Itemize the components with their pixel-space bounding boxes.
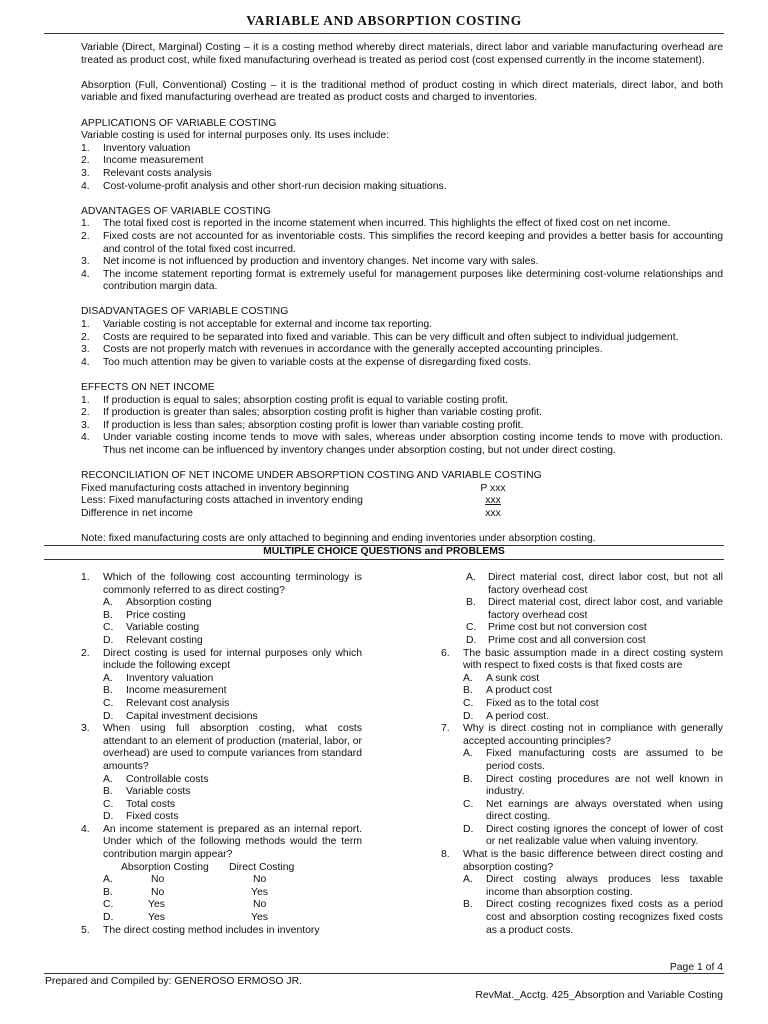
mcq-right-column <box>441 572 723 937</box>
list-item <box>81 155 723 168</box>
answer-option <box>441 673 723 686</box>
question <box>81 648 362 673</box>
page-number: Page 1 of 4 <box>669 962 723 973</box>
answer-option <box>441 572 723 597</box>
reconciliation-label: Fixed manufacturing costs attached in inventory beginning <box>81 482 350 494</box>
option-text: Controllable costs <box>126 773 209 785</box>
item-number: 1. <box>81 142 90 154</box>
option-text: Variable costs <box>126 786 191 798</box>
item-text: Costs are not properly match with revenues in accordance with the generally accepted accounting principles. <box>103 344 603 356</box>
question-number: 1. <box>81 572 90 583</box>
list-item <box>81 218 723 231</box>
option-letter: A. <box>103 672 113 684</box>
answer-option <box>441 748 723 773</box>
option-letter: B. <box>466 597 476 609</box>
table-cell: Yes <box>251 886 268 898</box>
table-row <box>81 899 362 912</box>
question-number: 8. <box>441 849 450 861</box>
list-item <box>81 168 723 181</box>
option-text: Direct material cost, direct labor cost, and variable factory overhead cost <box>488 597 723 621</box>
answer-option <box>81 685 362 698</box>
reconciliation-value: xxx <box>485 507 501 519</box>
item-text: If production is greater than sales; absorption costing profit is higher than variable costing profit. <box>103 407 542 419</box>
option-text: Capital investment decisions <box>126 710 258 722</box>
applications-list <box>81 143 723 193</box>
option-text: Absorption costing <box>126 597 212 609</box>
answer-option <box>81 811 362 824</box>
list-item <box>81 143 723 156</box>
prepared-by: Prepared and Compiled by: GENEROSO ERMOSO JR. <box>45 976 302 987</box>
item-number: 4. <box>81 432 90 444</box>
option-letter: B. <box>103 685 113 697</box>
option-text: Direct costing recognizes fixed costs as a period cost and absorption costing recognizes fixed costs as a product costs. <box>486 899 723 936</box>
list-item <box>81 256 723 269</box>
option-letter: B. <box>463 685 473 697</box>
table-row <box>81 874 362 887</box>
item-number: 2. <box>81 230 90 242</box>
question <box>81 723 362 773</box>
item-number: 4. <box>81 180 90 192</box>
reconciliation-row <box>81 508 723 521</box>
reconciliation-row <box>81 495 723 508</box>
option-text: Direct costing ignores the concept of lower of cost or net realizable value when valuing inventory. <box>486 823 723 848</box>
advantages-heading: ADVANTAGES OF VARIABLE COSTING <box>81 205 271 217</box>
list-item <box>81 407 723 420</box>
item-text: If production is equal to sales; absorption costing profit is equal to variable costing profit. <box>103 394 508 406</box>
applications-heading: APPLICATIONS OF VARIABLE COSTING <box>81 117 277 129</box>
effects-list <box>81 395 723 458</box>
question-text: Direct costing is used for internal purposes only which include the following except <box>103 647 362 672</box>
table-cell: Yes <box>148 899 165 911</box>
item-number: 2. <box>81 155 90 167</box>
option-letter: D. <box>463 823 474 835</box>
option-letter: C. <box>463 697 474 709</box>
document-reference: RevMat._Acctg. 425_Absorption and Variable Costing <box>475 990 723 1001</box>
reconciliation-label: Less: Fixed manufacturing costs attached in inventory ending <box>81 495 363 507</box>
table-row <box>81 912 362 925</box>
answer-option <box>81 774 362 787</box>
answer-option <box>441 774 723 799</box>
option-text: Fixed as to the total cost <box>486 697 599 709</box>
question-number: 3. <box>81 723 90 735</box>
advantages-list <box>81 218 723 294</box>
option-letter: B. <box>103 609 113 621</box>
list-item <box>81 395 723 408</box>
variable-costing-definition: Variable (Direct, Marginal) Costing – it is a costing method whereby direct materials, direct labor and variable manufacturing overhead are treated as product cost, while fixed manufacturing overhead is treated as period cost (cost expensed currently in the income statement). <box>81 42 723 66</box>
table-header-direct: Direct Costing <box>229 861 295 873</box>
option-letter: D. <box>103 912 114 924</box>
option-text: Price costing <box>126 609 186 621</box>
option-letter: A. <box>463 874 473 886</box>
answer-option <box>441 824 723 849</box>
applications-lead: Variable costing is used for internal purposes only. Its uses include: <box>81 130 390 142</box>
option-text: Variable costing <box>126 622 200 634</box>
answer-option <box>81 698 362 711</box>
table-cell: No <box>151 874 165 886</box>
item-number: 3. <box>81 344 90 356</box>
option-letter: C. <box>466 622 477 634</box>
document-title: VARIABLE AND ABSORPTION COSTING <box>246 13 522 28</box>
item-text: Fixed costs are not accounted for as inventoriable costs. This simplifies the record keeping and provides a better basis for accounting and control of the total fixed cost incurred. <box>103 230 723 255</box>
question-text: Which of the following cost accounting terminology is commonly referred to as direct costing? <box>103 572 362 596</box>
item-number: 2. <box>81 331 90 343</box>
option-letter: B. <box>103 886 113 898</box>
item-text: Relevant costs analysis <box>103 167 212 179</box>
item-text: Too much attention may be given to variable costs at the expense of disregarding fixed costs. <box>103 356 531 368</box>
item-text: Inventory valuation <box>103 142 191 154</box>
option-text: Total costs <box>126 798 176 810</box>
question-text: The basic assumption made in a direct costing system with respect to fixed costs is that fixed costs are <box>463 647 723 672</box>
list-item <box>81 344 723 357</box>
option-letter: D. <box>466 634 477 646</box>
option-text: Prime cost but not conversion cost <box>488 622 647 634</box>
answer-option <box>441 685 723 698</box>
option-text: Direct material cost, direct labor cost, but not all factory overhead cost <box>488 572 723 596</box>
table-cell: Yes <box>148 912 165 924</box>
reconciliation-note: Note: fixed manufacturing costs are only attached to beginning and ending inventories under absorption costing. <box>81 533 596 545</box>
question <box>441 648 723 673</box>
item-number: 3. <box>81 256 90 268</box>
option-letter: C. <box>103 798 114 810</box>
question-text: An income statement is prepared as an internal report. Under which of the following methods would the term contribution margin appear? <box>103 823 362 861</box>
question-number: 7. <box>441 723 450 735</box>
item-text: Cost-volume-profit analysis and other short-run decision making situations. <box>103 180 447 192</box>
reconciliation-heading: RECONCILIATION OF NET INCOME UNDER ABSORPTION COSTING AND VARIABLE COSTING <box>81 470 542 482</box>
item-number: 3. <box>81 167 90 179</box>
answer-option <box>81 597 362 610</box>
answer-option <box>441 799 723 824</box>
table-header-absorption: Absorption Costing <box>121 861 209 873</box>
item-text: Under variable costing income tends to move with sales, whereas under absorption costing income tends to move with production. Thus net income can be influenced by inventory changes under absorption costing, but not under direct costing. <box>103 432 723 456</box>
question-text: What is the basic difference between direct costing and absorption costing? <box>463 849 723 873</box>
answer-option <box>81 635 362 648</box>
answer-option <box>441 597 723 622</box>
question-text: When using full absorption costing, what costs attendant to an element of production (material, labor, or overhead) are used to compute variances from standard amounts? <box>103 723 362 772</box>
option-letter: A. <box>103 874 113 886</box>
item-text: The total fixed cost is reported in the income statement when incurred. This highlights the effect of fixed cost on net income. <box>103 218 671 230</box>
option-letter: C. <box>463 798 474 810</box>
answer-option <box>81 610 362 623</box>
option-letter: B. <box>463 773 473 785</box>
table-cell: No <box>151 886 165 898</box>
answer-option <box>441 698 723 711</box>
theory-section <box>81 42 723 546</box>
answer-option <box>441 874 723 899</box>
option-letter: B. <box>103 786 113 798</box>
table-row <box>81 887 362 900</box>
item-number: 4. <box>81 268 90 280</box>
list-item <box>81 357 723 370</box>
answer-option <box>441 711 723 724</box>
answer-option <box>81 622 362 635</box>
option-text: A product cost <box>486 685 552 697</box>
option-text: Direct costing procedures are not well known in industry. <box>486 773 723 798</box>
list-item <box>81 332 723 345</box>
list-item <box>81 319 723 332</box>
option-letter: A. <box>466 572 476 583</box>
option-text: Relevant cost analysis <box>126 697 230 709</box>
table-cell: No <box>253 874 267 886</box>
question <box>81 572 362 597</box>
question-number: 6. <box>441 647 450 659</box>
effects-heading: EFFECTS ON NET INCOME <box>81 382 215 394</box>
item-number: 1. <box>81 394 90 406</box>
reconciliation-label: Difference in net income <box>81 507 193 519</box>
option-letter: D. <box>463 710 474 722</box>
mcq-left-column <box>81 572 362 937</box>
list-item <box>81 432 723 457</box>
list-item <box>81 181 723 194</box>
question-number: 2. <box>81 647 90 659</box>
reconciliation-value: P xxx <box>480 482 506 494</box>
item-text: Variable costing is not acceptable for external and income tax reporting. <box>103 319 433 331</box>
item-number: 3. <box>81 419 90 431</box>
disadvantages-heading: DISADVANTAGES OF VARIABLE COSTING <box>81 306 289 318</box>
item-number: 1. <box>81 218 90 230</box>
reconciliation-row <box>81 483 723 496</box>
mcq-heading: MULTIPLE CHOICE QUESTIONS and PROBLEMS <box>263 546 505 557</box>
option-text: A period cost. <box>486 710 549 722</box>
option-letter: D. <box>103 811 114 823</box>
question <box>441 723 723 748</box>
disadvantages-list <box>81 319 723 369</box>
title-rule <box>44 33 724 34</box>
option-text: A sunk cost <box>486 672 540 684</box>
answer-option <box>81 673 362 686</box>
question <box>81 824 362 862</box>
question <box>81 925 362 938</box>
list-item <box>81 420 723 433</box>
option-letter: A. <box>463 672 473 684</box>
option-letter: C. <box>103 622 114 634</box>
option-letter: D. <box>103 710 114 722</box>
answer-option <box>81 786 362 799</box>
item-text: Costs are required to be separated into fixed and variable. This can be very difficult and often subject to individual judgement. <box>103 331 679 343</box>
question-number: 4. <box>81 823 90 835</box>
list-item <box>81 269 723 294</box>
option-text: Direct costing always produces less taxable income than absorption costing. <box>486 874 723 898</box>
answer-option <box>441 622 723 635</box>
option-text: Fixed costs <box>126 811 179 823</box>
question-text: Why is direct costing not in compliance with generally accepted accounting principles? <box>463 723 723 747</box>
item-number: 2. <box>81 407 90 419</box>
option-letter: C. <box>103 899 114 911</box>
option-text: Income measurement <box>126 685 227 697</box>
item-number: 1. <box>81 319 90 331</box>
q4-table-header <box>81 862 362 875</box>
option-letter: A. <box>103 597 113 609</box>
table-cell: Yes <box>251 912 268 924</box>
answer-option <box>441 899 723 937</box>
answer-option <box>81 711 362 724</box>
item-text: Income measurement <box>103 155 204 167</box>
option-letter: A. <box>103 773 113 785</box>
section-rule-bottom <box>44 559 724 560</box>
item-number: 4. <box>81 356 90 368</box>
option-letter: C. <box>103 697 114 709</box>
option-text: Net earnings are always overstated when using direct costing. <box>486 798 723 823</box>
option-text: Prime cost and all conversion cost <box>488 634 646 646</box>
option-letter: D. <box>103 634 114 646</box>
table-cell: No <box>253 899 267 911</box>
absorption-costing-definition: Absorption (Full, Conventional) Costing – it is the traditional method of product costing in which direct materials, direct labor, and both variable and fixed manufacturing overhead are treated as product costs and charged to inventories. <box>81 79 723 104</box>
question-number: 5. <box>81 924 90 936</box>
option-letter: A. <box>463 748 473 760</box>
reconciliation-value: xxx <box>485 495 501 507</box>
item-text: Net income is not influenced by production and inventory changes. Net income vary with sales. <box>103 256 539 268</box>
item-text: If production is less than sales; absorption costing profit is lower than variable costing profit. <box>103 419 524 431</box>
question <box>441 849 723 874</box>
option-text: Inventory valuation <box>126 672 214 684</box>
option-text: Fixed manufacturing costs are assumed to be period costs. <box>486 748 723 772</box>
list-item <box>81 231 723 256</box>
answer-option <box>81 799 362 812</box>
option-text: Relevant costing <box>126 634 203 646</box>
item-text: The income statement reporting format is extremely useful for management purposes like determining cost-volume relationships and contribution margin data. <box>103 268 723 293</box>
answer-option <box>441 635 723 648</box>
footer-rule <box>44 973 724 974</box>
question-text: The direct costing method includes in inventory <box>103 924 320 936</box>
option-letter: B. <box>463 899 473 911</box>
